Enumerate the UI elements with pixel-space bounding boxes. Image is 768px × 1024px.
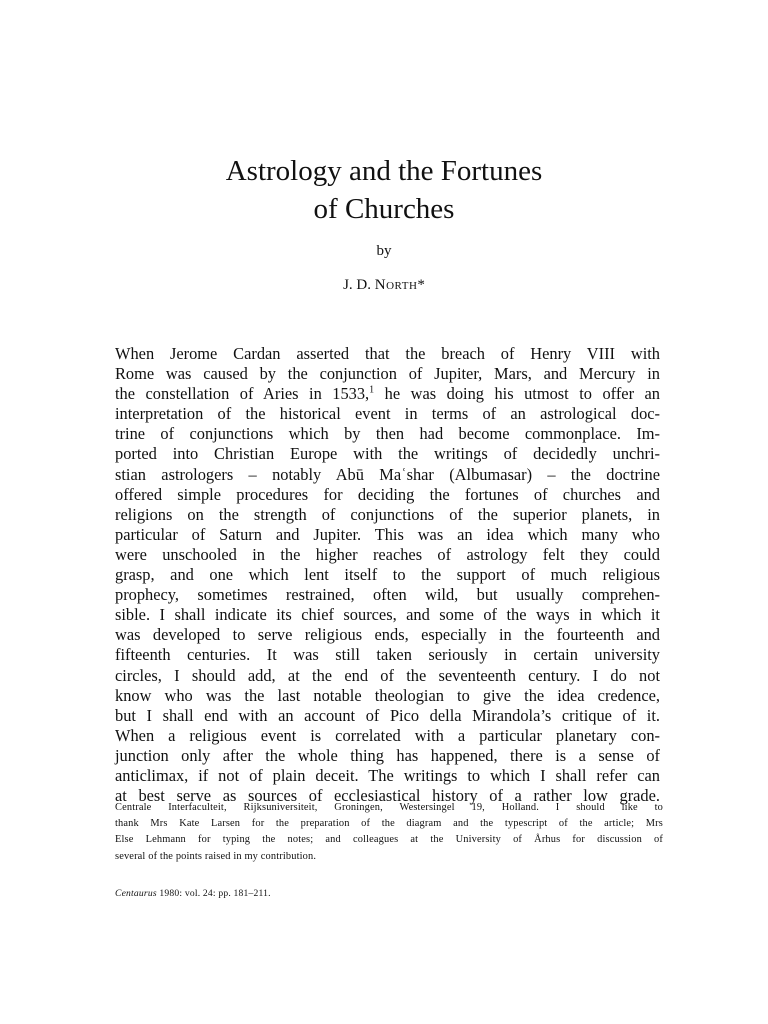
- body-line: were unschooled in the higher reaches of astrology felt they could: [115, 544, 660, 564]
- body-line: circles, I should add, at the end of the seventeenth century. I do not: [115, 665, 660, 685]
- body-line: junction only after the whole thing has happened, there is a sense of: [115, 745, 660, 765]
- body-line: When Jerome Cardan asserted that the breach of Henry VIII with: [115, 344, 660, 363]
- body-line: ported into Christian Europe with the writings of decidedly unchri-: [115, 444, 660, 464]
- journal-name: Centaurus: [115, 888, 157, 899]
- title-line-2: of Churches: [313, 193, 455, 225]
- title-line-1: Astrology and the Fortunes: [225, 155, 543, 187]
- author-affiliation-footnote: [115, 800, 663, 865]
- body-line: grasp, and one which lent itself to the support of much religious: [115, 565, 660, 585]
- footnote-line: several of the points raised in my contribution.: [115, 850, 317, 862]
- body-line: [115, 384, 660, 404]
- author-footnote-mark: *: [417, 277, 425, 293]
- body-line: religions on the strength of conjunctions of the superior planets, in: [115, 504, 660, 524]
- body-paragraph: [115, 344, 660, 806]
- footnote-line: thank Mrs Kate Larsen for the preparation of the diagram and the typescript of the article; Mrs: [115, 818, 663, 830]
- author-surname: North: [374, 277, 418, 293]
- journal-citation: [115, 887, 271, 901]
- body-line: know who was the last notable theologian to give the idea credence,: [115, 685, 660, 705]
- body-line: particular of Saturn and Jupiter. This was an idea which many who: [115, 524, 660, 544]
- byline-by: by: [376, 243, 392, 259]
- body-line: anticlimax, if not of plain deceit. The writings to which I shall refer can: [115, 765, 660, 785]
- body-line: at best serve as sources of ecclesiastical history of a rather low grade.: [115, 786, 660, 806]
- body-line: but I shall end with an account of Pico della Mirandola’s critique of it.: [115, 705, 660, 725]
- footnote-line: Else Lehmann for typing the notes; and colleagues at the University of Århus for discussion of: [115, 834, 663, 846]
- footnote-reference: 1: [369, 384, 375, 396]
- body-line: sible. I shall indicate its chief sources, and some of the ways in which it: [115, 605, 660, 625]
- body-line: trine of conjunctions which by then had become commonplace. Im-: [115, 424, 660, 444]
- footnote-line: Centrale Interfaculteit, Rijksuniversiteit, Groningen, Westersingel 19, Holland. I should like to: [115, 802, 663, 813]
- body-line: was developed to serve religious ends, especially in the fourteenth and: [115, 625, 660, 645]
- author-name: [0, 275, 768, 295]
- body-line: Rome was caused by the conjunction of Jupiter, Mars, and Mercury in: [115, 364, 660, 384]
- body-line: prophecy, sometimes restrained, often wild, but usually comprehen-: [115, 585, 660, 605]
- body-line: When a religious event is correlated with a particular planetary con-: [115, 725, 660, 745]
- body-line-segment: he was doing his utmost to offer an: [374, 384, 660, 404]
- body-line: stian astrologers – notably Abū Maʿshar (Albumasar) – the doctrine: [115, 464, 660, 484]
- author-initials: J. D.: [343, 277, 372, 293]
- body-line: interpretation of the historical event in terms of an astrological doc-: [115, 404, 660, 424]
- body-line: offered simple procedures for deciding the fortunes of churches and: [115, 484, 660, 504]
- citation-details: 1980: vol. 24: pp. 181–211.: [156, 888, 271, 899]
- body-line: fifteenth centuries. It was still taken seriously in certain university: [115, 645, 660, 665]
- article-title: [0, 152, 768, 228]
- body-line-segment: the constellation of Aries in 1533,: [115, 384, 370, 404]
